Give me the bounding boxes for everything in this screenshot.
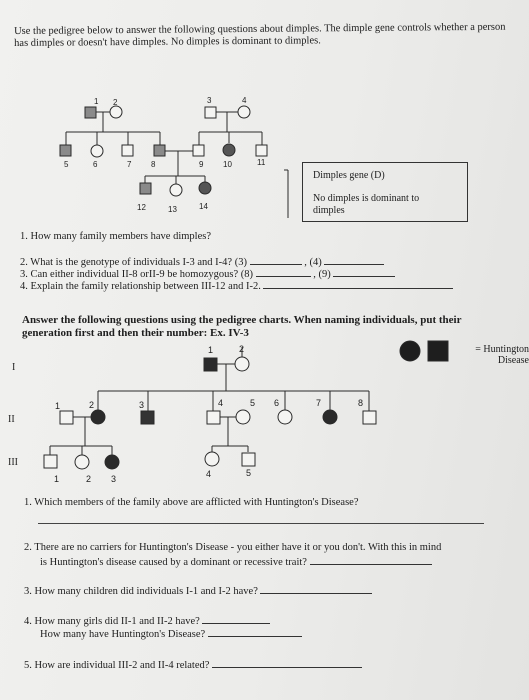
ped2-I-1 [204,358,217,371]
ped1-II-10 [223,144,235,156]
ped1-II-5 [60,145,71,156]
answer-blank-p2-q5[interactable] [212,658,362,668]
ped2-II-4 [207,411,220,424]
answer-blank-p2-q4b[interactable] [208,627,302,637]
legend-filled-square [428,341,448,361]
ped2-II-6 [278,410,292,424]
ped1-num-2: 2 [113,98,118,107]
ped1-num-12: 12 [137,203,146,212]
ped2-num-III1: 1 [54,474,60,484]
ped2-II-8 [363,411,376,424]
part2-q2-a: 2. There are no carriers for Huntington's Disease - you either have it or you don't. With this in mind [24,542,442,553]
ped2-gen-I: I [12,362,16,373]
ped1-I-2 [110,106,122,118]
intro-paragraph: Use the pedigree below to answer the following questions about dimples. The dimple gene controls whether a person has dimples or doesn't have dimples. No dimples is dominant to dimples. [14,21,506,49]
part1-q4-label [20,279,453,293]
ped1-num-7: 7 [127,160,132,169]
ped2-II-2 [91,410,105,424]
ped1-II-8 [154,145,165,156]
answer-blank-q4[interactable] [263,279,453,289]
ped1-II-11 [256,145,267,156]
ped2-num-III2: 2 [86,474,92,484]
ped2-num-I2: 2 [239,344,245,354]
ped2-num-I1: 1 [208,345,214,355]
ped2-II-1 [60,411,73,424]
ped2-num-II4: 4 [218,398,224,408]
ped2-num-II8: 8 [358,398,364,408]
ped2-III-3 [105,455,119,469]
ped2-num-III3: 3 [111,474,117,484]
ped2-num-II6: 6 [274,398,280,408]
legend-dominance-note: No dimples is dominant to dimples [313,193,420,216]
part1-q2-text: 2. What is the genotype of individuals I-3 and I-4? (3) [20,257,247,268]
ped2-I-2 [235,357,249,371]
ped1-num-10: 10 [223,160,232,169]
ped1-num-1: 1 [94,97,99,106]
ped1-num-13: 13 [168,205,177,214]
ped2-num-III5: 5 [246,468,252,478]
part1-q4-text: 4. Explain the family relationship between III-12 and I-2. [20,281,261,292]
ped2-num-II5: 5 [250,398,256,408]
legend-filled-circle [400,341,420,361]
ped1-num-14: 14 [199,202,208,211]
answer-blank-p2-q2[interactable] [310,555,432,565]
ped2-II-3 [141,411,154,424]
ped1-II-9 [193,145,204,156]
ped2-III-4 [205,452,219,466]
ped1-II-6 [91,145,103,157]
part2-q3-line [24,584,372,598]
ped1-III-14 [199,182,211,194]
huntington-legend-label: = Huntington Disease [475,344,529,366]
ped1-num-11: 11 [257,158,266,167]
ped2-num-III4: 4 [206,469,212,479]
ped2-II-5 [236,410,250,424]
ped1-II-7 [122,145,133,156]
ped1-I-1 [85,107,96,118]
ped1-num-4: 4 [242,96,247,105]
part1-q3-text: 3. Can either individual II-8 orII-9 be homozygous? (8) [20,269,253,280]
ped1-num-8: 8 [151,160,156,169]
part2-q2-b-line [40,555,432,569]
ped1-I-3 [205,107,216,118]
answer-blank-p2-q3[interactable] [260,584,372,594]
part1-q2-text-b: , (4) [304,257,322,268]
ped2-III-1 [44,455,57,468]
ped2-num-II2: 2 [89,400,95,410]
ped1-I-4 [238,106,250,118]
part2-q1: 1. Which members of the family above are afflicted with Huntington's Disease? [24,497,359,508]
part2-q4-line-b [40,627,302,641]
ped2-num-II7: 7 [316,398,322,408]
ped2-III-2 [75,455,89,469]
part2-heading: Answer the following questions using the pedigree charts. When naming individuals, put their generation first and then their number: Ex. IV-3 [22,314,462,339]
ped2-gen-III: III [8,457,18,468]
ped1-num-9: 9 [199,160,204,169]
answer-blank-q3-9[interactable] [333,267,395,277]
part2-q2-b: is Huntington's disease caused by a dominant or recessive trait? [40,557,307,568]
ped1-num-6: 6 [93,160,98,169]
dimples-legend-box [302,162,468,222]
ped2-II-7 [323,410,337,424]
part2-q5-line [24,658,362,672]
part2-q5: 5. How are individual III-2 and II-4 related? [24,660,210,671]
ped2-num-II3: 3 [139,400,145,410]
ped1-num-5: 5 [64,160,69,169]
legend-dimples-gene: Dimples gene (D) [313,170,385,181]
answer-blank-q2-4[interactable] [324,255,384,265]
part2-q4-b: How many have Huntington's Disease? [40,629,206,640]
answer-line-p2-q1[interactable] [38,523,484,524]
ped2-gen-II: II [8,414,15,425]
part1-q1: 1. How many family members have dimples? [20,231,211,242]
answer-blank-q3-8[interactable] [256,267,311,277]
ped1-III-12 [140,183,151,194]
answer-blank-q2-3[interactable] [250,255,302,265]
ped1-III-13 [170,184,182,196]
ped1-num-3: 3 [207,96,212,105]
part2-q4-line-a [24,614,270,628]
part2-q3: 3. How many children did individuals I-1 and I-2 have? [24,586,258,597]
answer-blank-p2-q4a[interactable] [202,614,270,624]
ped2-III-5 [242,453,255,466]
part2-q4-a: 4. How many girls did II-1 and II-2 have? [24,616,200,627]
part1-q3-text-b: , (9) [313,269,331,280]
ped2-num-II1: 1 [55,401,61,411]
